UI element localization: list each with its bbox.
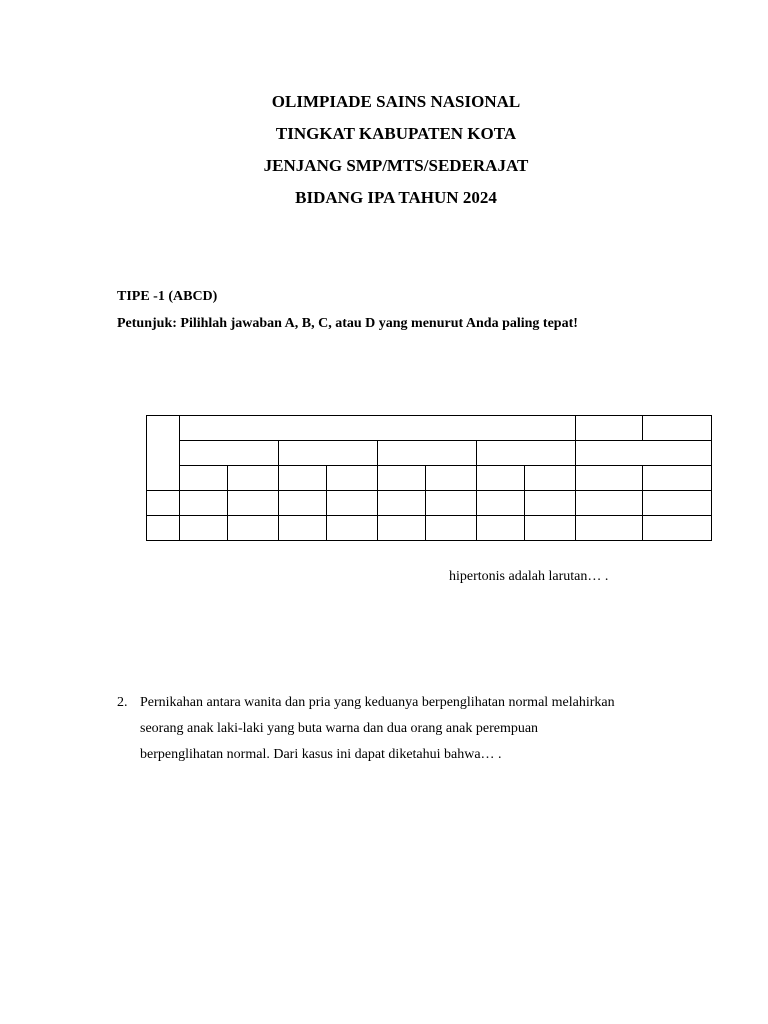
table-cell [279, 466, 327, 491]
table-cell [643, 416, 712, 441]
table-cell [279, 491, 327, 516]
table-cell [378, 441, 477, 466]
title-line-4: BIDANG IPA TAHUN 2024 [295, 188, 497, 207]
table-cell [327, 466, 378, 491]
section-instruction: Petunjuk: Pilihlah jawaban A, B, C, atau D yang menurut Anda paling tepat! [117, 316, 578, 331]
section-type-label: TIPE -1 (ABCD) [117, 289, 218, 304]
table-row [147, 416, 712, 441]
title-line-3: JENJANG SMP/MTS/SEDERAJAT [263, 156, 529, 175]
table-cell [180, 491, 228, 516]
table-cell [576, 416, 643, 441]
title-line-1: OLIMPIADE SAINS NASIONAL [271, 92, 521, 111]
table-row [147, 491, 712, 516]
table-cell [378, 516, 426, 541]
question-2-line-2: seorang anak laki-laki yang buta warna dan dua orang anak perempuan [140, 721, 539, 736]
table-cell [477, 466, 525, 491]
table-cell [477, 491, 525, 516]
question-2-line-3: berpenglihatan normal. Dari kasus ini dapat diketahui bahwa… . [140, 747, 502, 762]
document-title [0, 86, 768, 214]
table-cell [228, 491, 279, 516]
table-cell [147, 491, 180, 516]
table-cell [180, 466, 228, 491]
table-cell [477, 441, 576, 466]
question-2-number: 2. [117, 695, 128, 710]
table-cell [525, 516, 576, 541]
table-row [147, 516, 712, 541]
table-cell [426, 466, 477, 491]
table-cell [378, 466, 426, 491]
table-cell [279, 516, 327, 541]
table-cell [180, 441, 279, 466]
table-cell [327, 491, 378, 516]
table-cell [643, 491, 712, 516]
table-cell [228, 466, 279, 491]
table-cell [576, 466, 643, 491]
table-cell [426, 516, 477, 541]
table-cell [228, 516, 279, 541]
table-cell [378, 491, 426, 516]
table-cell [525, 491, 576, 516]
table-cell [147, 416, 180, 491]
table-row [147, 441, 712, 466]
question-table [146, 415, 712, 541]
table-cell [147, 516, 180, 541]
table-cell [279, 441, 378, 466]
table-cell [643, 466, 712, 491]
table-cell [180, 416, 576, 441]
title-line-2: TINGKAT KABUPATEN KOTA [275, 124, 517, 143]
table-cell [643, 516, 712, 541]
table-cell [576, 516, 643, 541]
table-cell [327, 516, 378, 541]
table-cell [525, 466, 576, 491]
table-row [147, 466, 712, 491]
question-2-line-1: Pernikahan antara wanita dan pria yang keduanya berpenglihatan normal melahirkan [140, 695, 615, 710]
question-1-fragment: hipertonis adalah larutan… . [449, 569, 609, 584]
table-cell [180, 516, 228, 541]
table-cell [426, 491, 477, 516]
table-cell [576, 491, 643, 516]
table-cell [477, 516, 525, 541]
table-cell [576, 441, 712, 466]
